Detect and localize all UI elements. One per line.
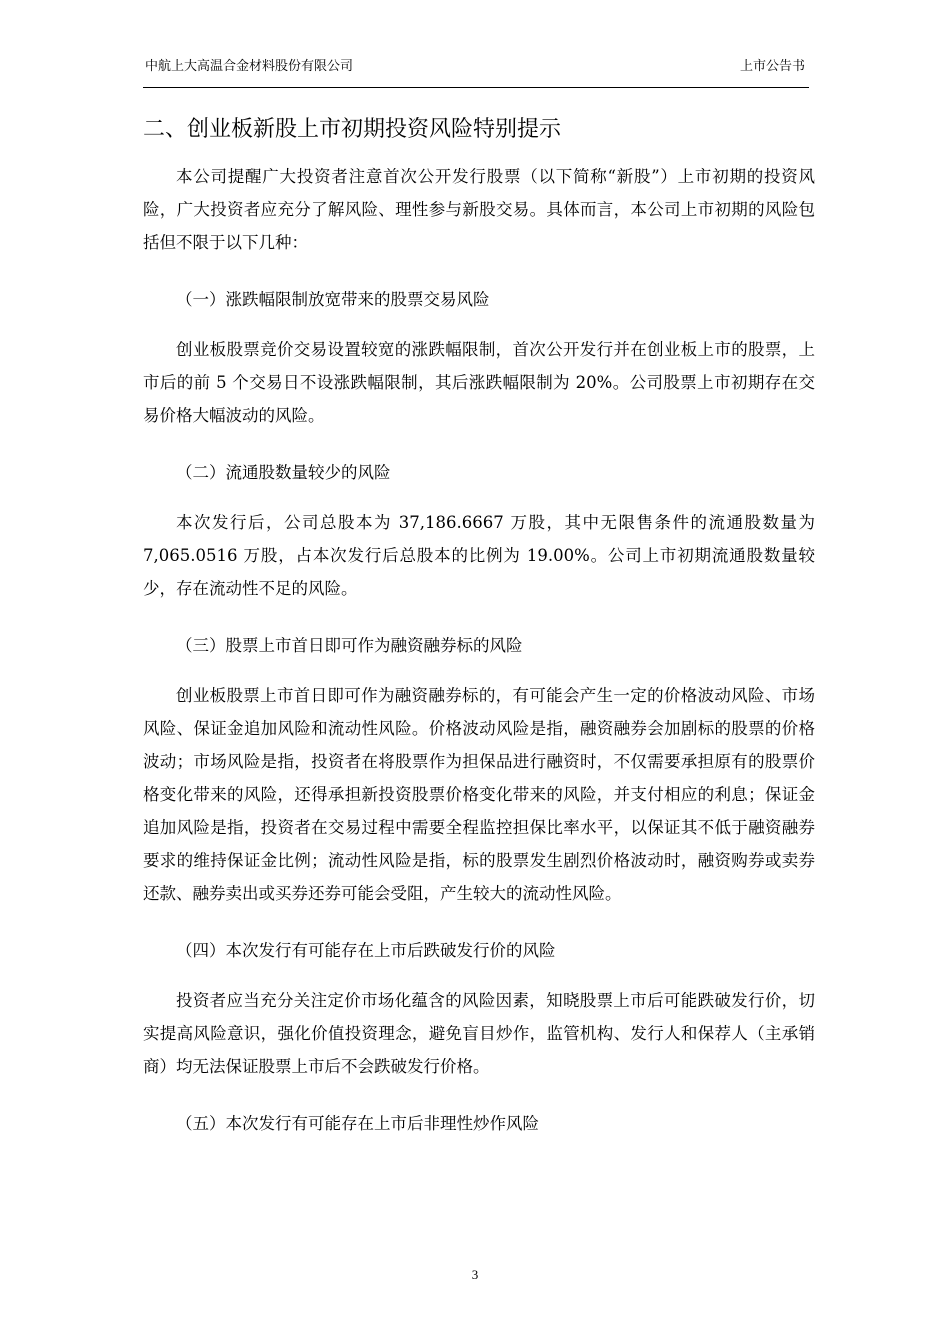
document-body	[143, 112, 815, 1157]
intro-paragraph: 本公司提醒广大投资者注意首次公开发行股票（以下简称“新股”）上市初期的投资风险，广大投资者应充分了解风险、理性参与新股交易。具体而言，本公司上市初期的风险包括但不限于以下几种：	[143, 167, 815, 252]
risk-body-4: 投资者应当充分关注定价市场化蕴含的风险因素，知晓股票上市后可能跌破发行价，切实提高风险意识，强化价值投资理念，避免盲目炒作，监管机构、发行人和保荐人（主承销商）均无法保证股票上市后不会跌破发行价格。	[143, 991, 815, 1076]
section-title: 二、创业板新股上市初期投资风险特别提示	[143, 117, 562, 142]
risk-heading-4: （四）本次发行有可能存在上市后跌破发行价的风险	[176, 941, 556, 960]
risk-heading-5: （五）本次发行有可能存在上市后非理性炒作风险	[176, 1114, 539, 1133]
risk-heading-3: （三）股票上市首日即可作为融资融券标的风险	[176, 636, 523, 655]
risk-body-2: 本次发行后，公司总股本为 37,186.6667 万股，其中无限售条件的流通股数量为 7,065.0516 万股，占本次发行后总股本的比例为 19.00%。公司上市初期流通股数量较少，存在流动性不足的风险。	[143, 513, 815, 598]
risk-body-1: 创业板股票竞价交易设置较宽的涨跌幅限制，首次公开发行并在创业板上市的股票，上市后的前 5 个交易日不设涨跌幅限制，其后涨跌幅限制为 20%。公司股票上市初期存在交易价格大幅波动的风险。	[143, 340, 815, 425]
risk-body-3: 创业板股票上市首日即可作为融资融券标的，有可能会产生一定的价格波动风险、市场风险、保证金追加风险和流动性风险。价格波动风险是指，融资融券会加剧标的股票的价格波动；市场风险是指，投资者在将股票作为担保品进行融资时，不仅需要承担原有的股票价格变化带来的风险，还得承担新投资股票价格变化带来的风险，并支付相应的利息；保证金追加风险是指，投资者在交易过程中需要全程监控担保比率水平，以保证其不低于融资融券要求的维持保证金比例；流动性风险是指，标的股票发生剧烈价格波动时，融资购券或卖券还款、融券卖出或买券还券可能会受阻，产生较大的流动性风险。	[143, 686, 815, 903]
header-company-name: 中航上大高温合金材料股份有限公司	[145, 59, 354, 74]
page-header	[143, 54, 809, 88]
page-number: 3	[471, 1267, 479, 1282]
header-document-type: 上市公告书	[739, 59, 805, 74]
risk-heading-1: （一）涨跌幅限制放宽带来的股票交易风险	[176, 290, 490, 309]
risk-heading-2: （二）流通股数量较少的风险	[176, 463, 391, 482]
